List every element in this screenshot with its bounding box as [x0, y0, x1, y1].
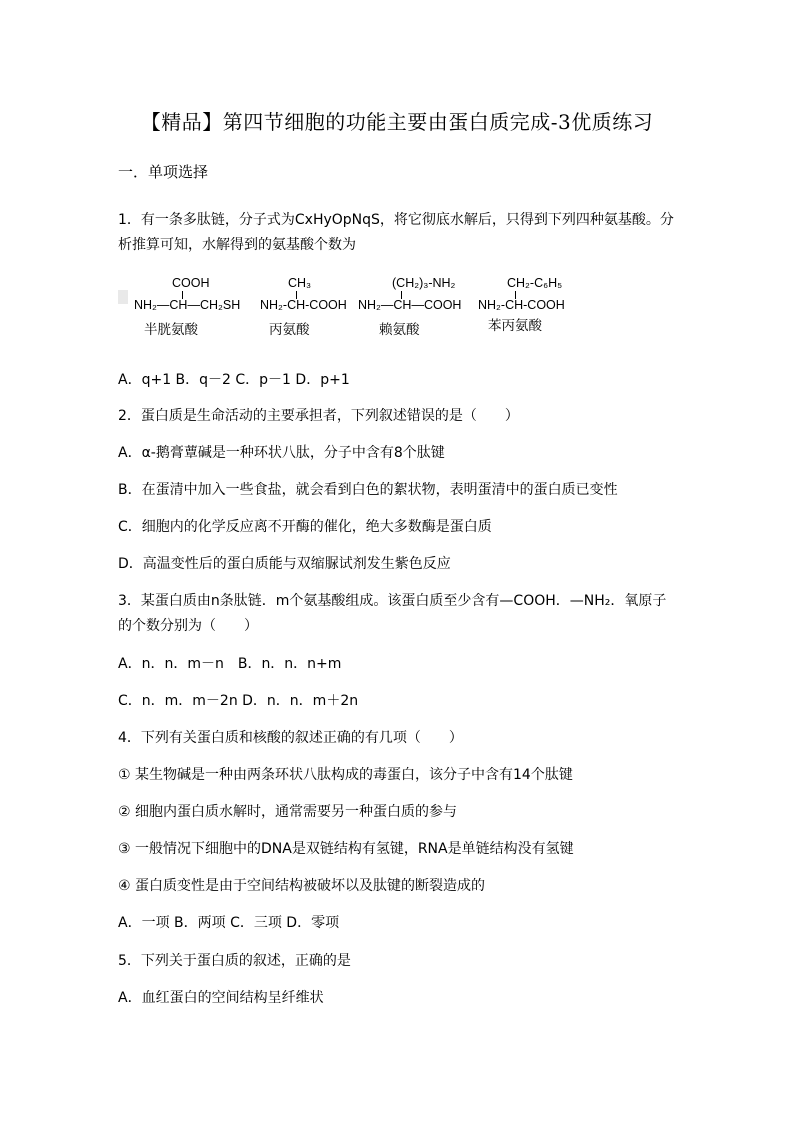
q5-stem: 5．下列关于蛋白质的叙述，正确的是: [118, 953, 351, 969]
q4-options: A．一项 B．两项 C．三项 D．零项: [118, 915, 340, 931]
q2-option-c: C．细胞内的化学反应离不开酶的催化，绝大多数酶是蛋白质: [118, 519, 492, 535]
amino-acid-structures: [118, 276, 588, 336]
backbone-formula: NH₂—CH—COOH: [358, 298, 462, 312]
amino-acid-name: 赖氨酸: [379, 322, 420, 338]
q2-option-d: D．高温变性后的蛋白质能与双缩脲试剂发生紫色反应: [118, 556, 451, 572]
amino-acid-name: 半胱氨酸: [144, 322, 198, 338]
side-group: CH₂-C₆H₅: [507, 276, 563, 290]
q5-option-a: A．血红蛋白的空间结构呈纤维状: [118, 990, 324, 1006]
q3-stem-line2: 的个数分别为（ ）: [118, 618, 258, 634]
q3-stem-line1: 3．某蛋白质由n条肽链．m个氨基酸组成。该蛋白质至少含有—COOH．—NH₂．氧原子: [118, 593, 667, 609]
backbone-formula: NH₂-CH-COOH: [260, 298, 347, 312]
q4-stem: 4．下列有关蛋白质和核酸的叙述正确的有几项（ ）: [118, 730, 463, 746]
q4-item-1: ① 某生物碱是一种由两条环状八肽构成的毒蛋白，该分子中含有14个肽键: [118, 767, 573, 783]
q2-option-a: A．α-鹅膏蕈碱是一种环状八肽，分子中含有8个肽键: [118, 445, 445, 461]
amino-acid-name: 丙氨酸: [269, 322, 310, 338]
q1-stem-line2: 析推算可知，水解得到的氨基酸个数为: [118, 237, 356, 253]
q1-options: A．q+1 B．q－2 C．p－1 D．p+1: [118, 372, 350, 388]
q2-option-b: B．在蛋清中加入一些食盐，就会看到白色的絮状物，表明蛋清中的蛋白质已变性: [118, 482, 618, 498]
side-group: COOH: [172, 276, 210, 290]
q4-item-4: ④ 蛋白质变性是由于空间结构被破坏以及肽键的断裂造成的: [118, 878, 485, 894]
q2-stem: 2．蛋白质是生命活动的主要承担者，下列叙述错误的是（ ）: [118, 408, 519, 424]
q3-options-cd: C．n．m．m－2n D．n．n．m＋2n: [118, 693, 359, 709]
backbone-formula: NH₂-CH-COOH: [478, 298, 565, 312]
page-title: 【精品】第四节细胞的功能主要由蛋白质完成-3优质练习: [140, 110, 654, 134]
q1-stem-line1: 1．有一条多肽链，分子式为CxHyOpNqS，将它彻底水解后，只得到下列四种氨基酸。分: [118, 212, 674, 228]
q4-item-2: ② 细胞内蛋白质水解时，通常需要另一种蛋白质的参与: [118, 804, 457, 820]
amino-acid-name: 苯丙氨酸: [488, 318, 542, 334]
q3-options-ab: A．n．n．m－n B．n．n．n+m: [118, 656, 342, 672]
backbone-formula: NH₂—CH—CH₂SH: [134, 298, 241, 312]
side-group: CH₃: [288, 276, 312, 290]
side-group: (CH₂)₃-NH₂: [392, 276, 456, 290]
q4-item-3: ③ 一般情况下细胞中的DNA是双链结构有氢键，RNA是单链结构没有氢键: [118, 841, 574, 857]
section-heading: 一．单项选择: [118, 163, 209, 181]
